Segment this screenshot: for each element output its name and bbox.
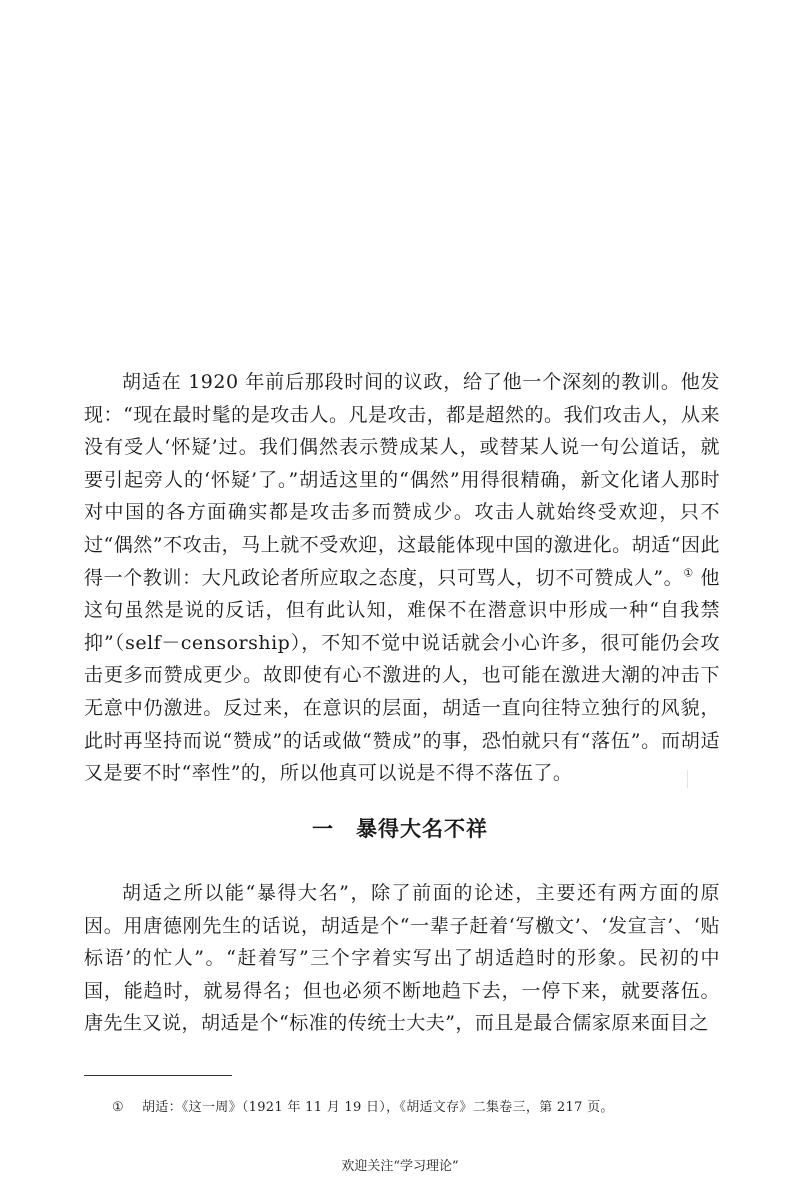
section-title: 暴得大名不祥 [356, 817, 488, 841]
section-heading [0, 813, 800, 843]
page-footer: 欢迎关注“学习理论” [341, 1159, 459, 1174]
footnote-number: ① [112, 1100, 124, 1115]
paragraph-2-text: 胡适之所以能“暴得大名”，除了前面的论述，主要还有两方面的原因。用唐德刚先生的话说，胡适是个“一辈子赶着‘写檄文’、‘发宣言’、‘贴标语’的忙人”。“赶着写”三个字着实写出了胡适趋时的形象。民初的中国，能趋时，就易得名；但也必须不断地趋下去，一停下来，就要落伍。唐先生又说，胡适是个“标准的传统士大夫”，而且是最合儒家原来面目之 [84, 882, 720, 1035]
footnote-divider [84, 1075, 232, 1076]
paragraph-1 [84, 366, 720, 790]
paragraph-2 [84, 877, 720, 1040]
paragraph-1-text-before: 胡适在 1920 年前后那段时间的议政，给了他一个深刻的教训。他发现：“现在最时髦的是攻击人。凡是攻击，都是超然的。我们攻击人，从来没有受人‘怀疑’过。我们偶然表示赞成某人，或替某人说一句公道话，就要引起旁人的‘怀疑’了。”胡适这里的“偶然”用得很精确，新文化诸人那时对中国的各方面确实都是攻击多而赞成少。攻击人就始终受欢迎，只不过“偶然”不攻击，马上就不受欢迎，这最能体现中国的激进化。胡适“因此得一个教训：大凡政论者所应取之态度，只可骂人，切不可赞成人”。 [84, 371, 720, 589]
scan-speck [687, 770, 688, 788]
footnote-reference: ① [683, 566, 694, 580]
footnote [112, 1096, 614, 1115]
paragraph-1-text [84, 366, 720, 790]
section-number: 一 [312, 817, 334, 841]
footnote-text: 胡适：《这一周》（1921 年 11 月 19 日），《胡适文存》二集卷三，第 217 页。 [141, 1100, 614, 1115]
paragraph-1-text-after: 他这句虽然是说的反话，但有此认知，难保不在潜意识中形成一种“自我禁抑”（self－censorship），不知不觉中说话就会小心许多，很可能仍会攻击更多而赞成更少。故即使有心不激进的人，也可能在激进大潮的冲击下无意中仍激进。反过来，在意识的层面，胡适一直向往特立独行的风貌，此时再坚持而说“赞成”的话或做“赞成”的事，恐怕就只有“落伍”。而胡适又是要不时“率性”的，所以他真可以说是不得不落伍了。 [84, 566, 720, 785]
